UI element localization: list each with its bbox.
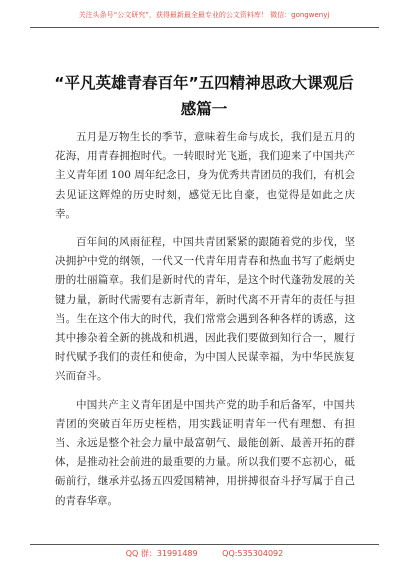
- title-line-2: 感篇一: [180, 100, 228, 118]
- body-paragraph-1: 五月是万物生长的季节，意味着生命与成长，我们是五月的花海，用青春拥抱时代。一转眼时光飞逝，我们迎来了中国共产主义青年团 100 周年纪念日，身为优秀共青团员的我们，有机会去见证这辉煌的历史时刻，感觉无比自豪，也觉得是如此之庆幸。: [55, 131, 355, 220]
- body-paragraph-3: 中国共产主义青年团是中国共产党的助手和后备军，中国共青团的突破百年历史桎梏，用实践证明青年一代有理想、有担当、永远是整个社会力量中最富朝气、最能创新、最善开拓的群体，是推动社会前进的最重要的力量。所以我们要不忘初心，砥砺前行，继承并弘扬五四爱国精神，用拼搏很奋斗抒写属于自己的青春华章。: [55, 398, 355, 507]
- document-body: [55, 128, 355, 520]
- header-promo-note: 关注头条号“公文研究”，获得最新最全最专业的公文资料库！ 微信：gongwenyj: [78, 11, 330, 19]
- body-paragraph-2: 百年间的风雨征程，中国共青团紧紧的跟随着党的步伐，坚决拥护中党的纲领，一代又一代青年用青春和热血书写了彪炳史册的壮丽篇章。我们是新时代的青年，是这个时代蓬勃发展的关键力量，新时代需要有志新青年，新时代离不开青年的责任与担当。生在这个伟大的时代，我们常常会遇到各种各样的诱惑，这其中掺杂着全新的挑战和机遇，因此我们要做到知行合一，履行时代赋予我们的责任和使命，为中国人民谋幸福，为中华民族复兴而奋斗。: [55, 236, 355, 383]
- title-line-1: “平凡英雄青春百年”五四精神思政大课观后: [54, 74, 354, 92]
- footer-qq-group: QQ 群：31991489: [125, 549, 198, 558]
- footer-qq: QQ:535304092: [222, 549, 284, 558]
- document-title: [40, 70, 368, 122]
- footer-contact: [30, 548, 379, 559]
- footer-divider: [30, 544, 379, 545]
- header-divider: [30, 27, 379, 28]
